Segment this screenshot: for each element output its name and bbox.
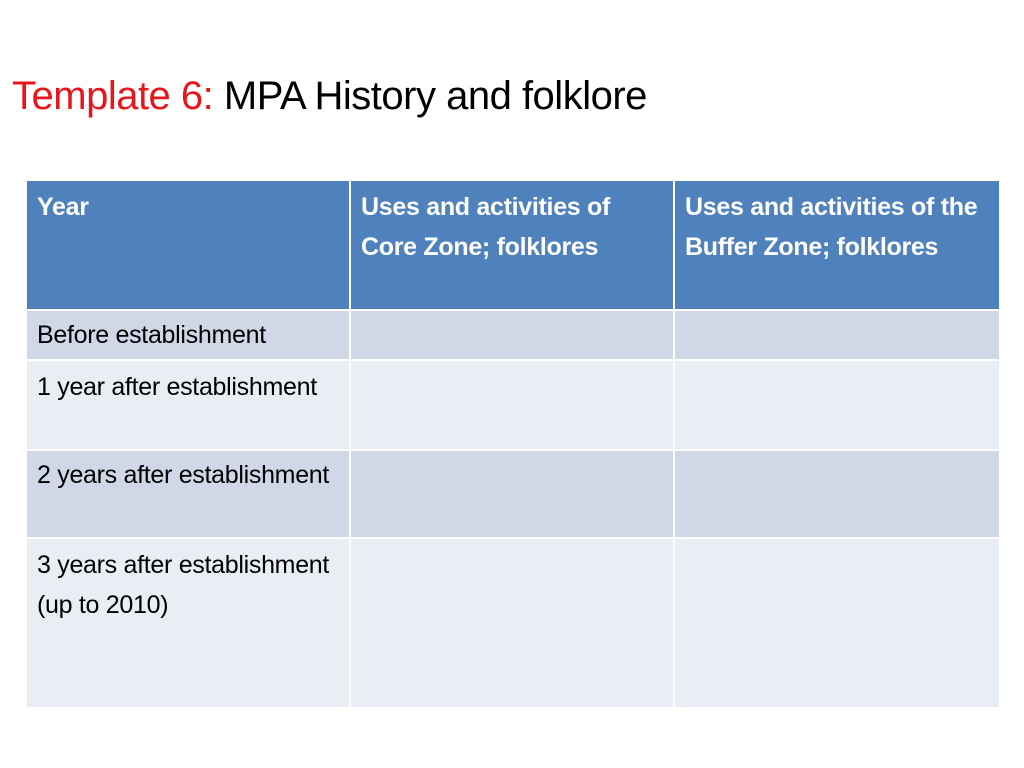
core-zone-cell[interactable] bbox=[350, 310, 674, 360]
buffer-zone-cell[interactable] bbox=[674, 450, 1000, 538]
buffer-zone-cell[interactable] bbox=[674, 310, 1000, 360]
year-cell[interactable]: 2 years after establishment bbox=[26, 450, 350, 538]
slide-title bbox=[12, 72, 647, 120]
table-row bbox=[26, 450, 1000, 538]
header-buffer-zone: Uses and activities of the Buffer Zone; folklores bbox=[674, 180, 1000, 310]
table-row bbox=[26, 310, 1000, 360]
year-cell[interactable]: Before establishment bbox=[26, 310, 350, 360]
header-core-zone: Uses and activities of Core Zone; folklores bbox=[350, 180, 674, 310]
table-row bbox=[26, 538, 1000, 708]
buffer-zone-cell[interactable] bbox=[674, 538, 1000, 708]
title-prefix: Template 6: bbox=[12, 74, 214, 118]
core-zone-cell[interactable] bbox=[350, 538, 674, 708]
buffer-zone-cell[interactable] bbox=[674, 360, 1000, 450]
core-zone-cell[interactable] bbox=[350, 450, 674, 538]
title-main: MPA History and folklore bbox=[223, 74, 647, 118]
header-year: Year bbox=[26, 180, 350, 310]
core-zone-cell[interactable] bbox=[350, 360, 674, 450]
year-cell[interactable]: 1 year after establishment bbox=[26, 360, 350, 450]
year-cell[interactable]: 3 years after establishment (up to 2010) bbox=[26, 538, 350, 708]
history-table bbox=[25, 179, 1001, 709]
header-row bbox=[26, 180, 1000, 310]
table-row bbox=[26, 360, 1000, 450]
